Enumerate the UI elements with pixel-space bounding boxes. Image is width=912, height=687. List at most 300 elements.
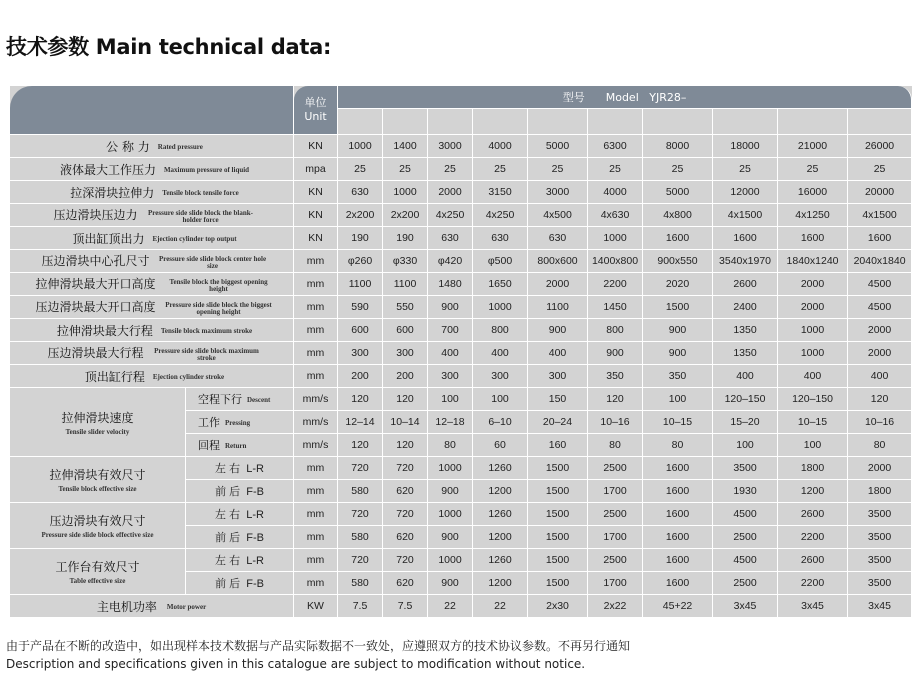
value-cell: 2500 — [713, 572, 778, 595]
value-cell: 620 — [383, 572, 428, 595]
value-cell: 1100 — [383, 273, 428, 296]
value-cell: 400 — [528, 342, 588, 365]
speed-sub-zh: 工作 — [198, 416, 220, 429]
value-cell: 4x250 — [428, 204, 473, 227]
value-cell: 900 — [588, 342, 643, 365]
value-cell: 800 — [473, 319, 528, 342]
model-number-cell — [778, 109, 848, 135]
motor-row — [10, 595, 912, 618]
value-cell: 80 — [643, 434, 713, 457]
value-cell: 22 — [428, 595, 473, 618]
value-cell: 1500 — [528, 480, 588, 503]
value-cell: 1000 — [428, 549, 473, 572]
value-cell: 4500 — [848, 273, 912, 296]
value-cell: 120 — [588, 388, 643, 411]
value-cell: 300 — [473, 365, 528, 388]
value-cell: 900 — [528, 319, 588, 342]
value-cell: 600 — [383, 319, 428, 342]
row-label-zh: 拉深滑块拉伸力 — [70, 185, 155, 200]
footer-notice-zh: 由于产品在不断的改造中，如出现样本技术数据与产品实际数据不一致处，应遵照双方的技术协议参数。不再另行通知 — [6, 639, 631, 653]
value-cell: 80 — [428, 434, 473, 457]
speed-sub-label — [186, 434, 294, 457]
value-cell: 100 — [713, 434, 778, 457]
value-cell: 630 — [428, 227, 473, 250]
value-cell: 1000 — [428, 457, 473, 480]
row-label-en: Motor power — [166, 603, 207, 612]
value-cell: 4500 — [713, 503, 778, 526]
value-cell: 300 — [338, 342, 383, 365]
spec-row — [10, 273, 912, 296]
row-label-en: Ejection cylinder stroke — [152, 373, 225, 382]
page-title: 技术参数 Main technical data: — [6, 35, 332, 59]
value-cell: 160 — [528, 434, 588, 457]
value-cell: 1930 — [713, 480, 778, 503]
unit-cell: mm — [294, 296, 338, 319]
value-cell: 1600 — [713, 227, 778, 250]
row-label-zh: 压边滑块压边力 — [53, 208, 138, 223]
value-cell: 4000 — [473, 135, 528, 158]
value-cell: 4x250 — [473, 204, 528, 227]
value-cell: 1700 — [588, 480, 643, 503]
row-label-en: Tensile block the biggest opening height — [169, 277, 268, 293]
unit-cell: mm — [294, 273, 338, 296]
row-label-en: Pressure side slide block maximum stroke — [154, 346, 259, 362]
value-cell: 630 — [473, 227, 528, 250]
value-cell: 2x30 — [528, 595, 588, 618]
value-cell: 2000 — [778, 296, 848, 319]
value-cell: 720 — [338, 549, 383, 572]
row-label-zh: 公 称 力 — [106, 139, 150, 154]
value-cell: 4500 — [713, 549, 778, 572]
row-label — [10, 204, 294, 227]
size-row — [10, 503, 912, 526]
speed-row — [10, 388, 912, 411]
value-cell: φ420 — [428, 250, 473, 273]
value-cell: 2500 — [588, 457, 643, 480]
unit-cell: mm — [294, 319, 338, 342]
row-label-en: Pressure side slide block the biggest opening height — [165, 300, 272, 316]
value-cell: 2200 — [588, 273, 643, 296]
speed-sub-label — [186, 411, 294, 434]
value-cell: 60 — [473, 434, 528, 457]
value-cell: 2000 — [428, 181, 473, 204]
model-number-cell — [383, 109, 428, 135]
value-cell: 7.5 — [383, 595, 428, 618]
model-number-cell — [713, 109, 778, 135]
value-cell: 45+22 — [643, 595, 713, 618]
row-label-en: Maximum pressure of liquid — [163, 166, 250, 175]
value-cell: φ260 — [338, 250, 383, 273]
value-cell: 720 — [383, 503, 428, 526]
unit-cell: mm — [294, 572, 338, 595]
value-cell: 200 — [338, 365, 383, 388]
row-label-zh: 主电机功率 — [96, 599, 157, 614]
value-cell: 1000 — [473, 296, 528, 319]
speed-group-label — [10, 388, 186, 457]
unit-cell: KN — [294, 135, 338, 158]
row-label — [10, 319, 294, 342]
value-cell: 1600 — [643, 457, 713, 480]
row-label — [10, 365, 294, 388]
row-label-zh: 顶出缸行程 — [84, 369, 145, 384]
value-cell: 400 — [778, 365, 848, 388]
spec-row — [10, 158, 912, 181]
value-cell: 3000 — [428, 135, 473, 158]
row-label — [10, 250, 294, 273]
value-cell: 2500 — [588, 549, 643, 572]
speed-sub-en: Descent — [247, 395, 271, 404]
unit-cell: mm — [294, 549, 338, 572]
value-cell: 120 — [383, 434, 428, 457]
value-cell: 1000 — [588, 227, 643, 250]
unit-cell: mm/s — [294, 434, 338, 457]
model-number-cell — [643, 109, 713, 135]
value-cell: 20000 — [848, 181, 912, 204]
value-cell: 600 — [338, 319, 383, 342]
value-cell: 6–10 — [473, 411, 528, 434]
unit-cell: KN — [294, 204, 338, 227]
unit-cell: mm — [294, 342, 338, 365]
value-cell: 1480 — [428, 273, 473, 296]
value-cell: 900 — [643, 342, 713, 365]
value-cell: 1500 — [528, 457, 588, 480]
value-cell: 300 — [383, 342, 428, 365]
value-cell: 2200 — [778, 572, 848, 595]
value-cell: 12000 — [713, 181, 778, 204]
speed-sub-zh: 回程 — [198, 439, 220, 452]
value-cell: 900 — [643, 319, 713, 342]
value-cell: 580 — [338, 572, 383, 595]
value-cell: 2000 — [528, 273, 588, 296]
value-cell: 80 — [848, 434, 912, 457]
value-cell: 720 — [383, 549, 428, 572]
size-sub-label: 前 后 F-B — [186, 526, 294, 549]
size-group-en: Pressure side slide block effective size — [41, 531, 154, 539]
value-cell: 25 — [383, 158, 428, 181]
size-group-zh: 工作台有效尺寸 — [55, 560, 140, 574]
value-cell: 4x800 — [643, 204, 713, 227]
size-sub-label: 前 后 F-B — [186, 480, 294, 503]
value-cell: 7.5 — [338, 595, 383, 618]
row-label — [10, 135, 294, 158]
value-cell: 1800 — [778, 457, 848, 480]
value-cell: 2040x1840 — [848, 250, 912, 273]
spec-row — [10, 135, 912, 158]
unit-cell: mm — [294, 503, 338, 526]
value-cell: 120 — [338, 434, 383, 457]
value-cell: 580 — [338, 480, 383, 503]
spec-row — [10, 365, 912, 388]
value-cell: φ330 — [383, 250, 428, 273]
value-cell: 4x1500 — [848, 204, 912, 227]
value-cell: 3500 — [848, 549, 912, 572]
spec-row — [10, 342, 912, 365]
value-cell: 5000 — [643, 181, 713, 204]
value-cell: 1600 — [643, 227, 713, 250]
value-cell: 720 — [338, 457, 383, 480]
value-cell: 350 — [643, 365, 713, 388]
value-cell: 25 — [778, 158, 848, 181]
value-cell: 120–150 — [713, 388, 778, 411]
value-cell: 720 — [338, 503, 383, 526]
value-cell: 26000 — [848, 135, 912, 158]
row-label-en: Tensile block tensile force — [162, 189, 239, 198]
value-cell: 10–15 — [643, 411, 713, 434]
value-cell: 4500 — [848, 296, 912, 319]
value-cell: 25 — [338, 158, 383, 181]
value-cell: 3x45 — [848, 595, 912, 618]
row-label — [10, 158, 294, 181]
value-cell: 2x200 — [383, 204, 428, 227]
value-cell: 12–18 — [428, 411, 473, 434]
row-label-en: Pressure side slide block center hole size — [158, 254, 267, 270]
model-header-label: 型号 Model YJR28– — [562, 91, 687, 104]
value-cell: 4000 — [588, 181, 643, 204]
value-cell: 350 — [588, 365, 643, 388]
value-cell: 18000 — [713, 135, 778, 158]
value-cell: 4x1500 — [713, 204, 778, 227]
spec-row — [10, 181, 912, 204]
value-cell: 1000 — [338, 135, 383, 158]
value-cell: 400 — [473, 342, 528, 365]
value-cell: 300 — [428, 365, 473, 388]
row-label-zh: 顶出缸顶出力 — [72, 231, 145, 246]
value-cell: 1600 — [848, 227, 912, 250]
row-label — [10, 227, 294, 250]
speed-sub-label — [186, 388, 294, 411]
spec-row — [10, 250, 912, 273]
value-cell: 2000 — [848, 342, 912, 365]
spec-row — [10, 227, 912, 250]
unit-header-zh: 单位 — [304, 96, 327, 109]
model-number-cell — [428, 109, 473, 135]
unit-cell: mm — [294, 526, 338, 549]
value-cell: 100 — [643, 388, 713, 411]
value-cell: 6300 — [588, 135, 643, 158]
size-sub-label: 左 右 L-R — [186, 457, 294, 480]
value-cell: 3500 — [848, 503, 912, 526]
value-cell: 1700 — [588, 526, 643, 549]
value-cell: 1000 — [428, 503, 473, 526]
value-cell: 1600 — [643, 526, 713, 549]
value-cell: 1700 — [588, 572, 643, 595]
value-cell: 2000 — [848, 457, 912, 480]
value-cell: 80 — [588, 434, 643, 457]
value-cell: 1500 — [528, 526, 588, 549]
row-label-zh: 拉伸滑块最大行程 — [56, 323, 153, 338]
speed-sub-zh: 空程下行 — [198, 393, 242, 406]
unit-cell: mpa — [294, 158, 338, 181]
value-cell: 900 — [428, 296, 473, 319]
value-cell: 3x45 — [713, 595, 778, 618]
value-cell: 3500 — [848, 572, 912, 595]
value-cell: 400 — [713, 365, 778, 388]
value-cell: 1350 — [713, 319, 778, 342]
value-cell: 1260 — [473, 549, 528, 572]
value-cell: 550 — [383, 296, 428, 319]
value-cell: 120 — [338, 388, 383, 411]
value-cell: 3500 — [848, 526, 912, 549]
row-label-zh: 拉伸滑块最大开口高度 — [35, 277, 156, 292]
row-label-zh: 液体最大工作压力 — [59, 162, 156, 177]
value-cell: 190 — [383, 227, 428, 250]
value-cell: 15–20 — [713, 411, 778, 434]
value-cell: 1500 — [528, 549, 588, 572]
value-cell: 400 — [848, 365, 912, 388]
value-cell: 12–14 — [338, 411, 383, 434]
value-cell: 590 — [338, 296, 383, 319]
value-cell: 620 — [383, 480, 428, 503]
value-cell: 1500 — [528, 503, 588, 526]
value-cell: 150 — [528, 388, 588, 411]
speed-group-zh: 拉伸滑块速度 — [61, 410, 134, 425]
value-cell: 1500 — [643, 296, 713, 319]
value-cell: 100 — [473, 388, 528, 411]
value-cell: 4x1250 — [778, 204, 848, 227]
unit-cell: mm — [294, 457, 338, 480]
value-cell: 800 — [588, 319, 643, 342]
value-cell: 25 — [473, 158, 528, 181]
value-cell: 5000 — [528, 135, 588, 158]
row-label — [10, 595, 294, 618]
value-cell: 1600 — [778, 227, 848, 250]
value-cell: 900 — [428, 480, 473, 503]
value-cell: 10–15 — [778, 411, 848, 434]
value-cell: 3000 — [528, 181, 588, 204]
value-cell: 800x600 — [528, 250, 588, 273]
unit-cell: KN — [294, 227, 338, 250]
value-cell: 1100 — [528, 296, 588, 319]
value-cell: 120 — [848, 388, 912, 411]
value-cell: 1500 — [528, 572, 588, 595]
value-cell: 1350 — [713, 342, 778, 365]
row-label-en: Pressure side slide block the blank-holder force — [148, 208, 253, 224]
value-cell: 3x45 — [778, 595, 848, 618]
size-group-zh: 拉伸滑块有效尺寸 — [49, 468, 146, 482]
value-cell: 2020 — [643, 273, 713, 296]
footer-notice — [6, 637, 630, 673]
size-group-label — [10, 549, 186, 595]
unit-header-en: Unit — [304, 110, 327, 123]
model-number-cell — [473, 109, 528, 135]
model-number-cell — [848, 109, 912, 135]
value-cell: 900x550 — [643, 250, 713, 273]
value-cell: 2600 — [778, 503, 848, 526]
value-cell: 2600 — [713, 273, 778, 296]
size-sub-label: 前 后 F-B — [186, 572, 294, 595]
size-group-zh: 压边滑块有效尺寸 — [49, 514, 146, 528]
value-cell: 25 — [643, 158, 713, 181]
value-cell: 120–150 — [778, 388, 848, 411]
value-cell: 10–16 — [848, 411, 912, 434]
value-cell: 2400 — [713, 296, 778, 319]
value-cell: 2500 — [588, 503, 643, 526]
value-cell: 16000 — [778, 181, 848, 204]
unit-cell: mm — [294, 365, 338, 388]
unit-cell: mm — [294, 480, 338, 503]
value-cell: 1000 — [778, 319, 848, 342]
value-cell: 3540x1970 — [713, 250, 778, 273]
value-cell: 1600 — [643, 572, 713, 595]
value-cell: 1650 — [473, 273, 528, 296]
value-cell: 2500 — [713, 526, 778, 549]
size-row — [10, 549, 912, 572]
size-group-en: Table effective size — [69, 577, 126, 585]
value-cell: 10–14 — [383, 411, 428, 434]
spec-table — [10, 86, 912, 618]
model-number-cell — [338, 109, 383, 135]
header-corner — [10, 86, 294, 135]
value-cell: 1600 — [643, 503, 713, 526]
unit-cell: mm/s — [294, 411, 338, 434]
unit-header — [294, 86, 338, 135]
row-label-en: Rated pressure — [157, 143, 203, 152]
value-cell: 100 — [778, 434, 848, 457]
value-cell: 630 — [338, 181, 383, 204]
model-header — [338, 86, 912, 109]
value-cell: 2600 — [778, 549, 848, 572]
unit-cell: KW — [294, 595, 338, 618]
value-cell: 1000 — [383, 181, 428, 204]
value-cell: 100 — [428, 388, 473, 411]
value-cell: 1260 — [473, 457, 528, 480]
value-cell: 22 — [473, 595, 528, 618]
value-cell: 2000 — [778, 273, 848, 296]
speed-sub-en: Pressing — [225, 418, 251, 427]
value-cell: 400 — [428, 342, 473, 365]
unit-cell: mm/s — [294, 388, 338, 411]
value-cell: 21000 — [778, 135, 848, 158]
value-cell: 1200 — [778, 480, 848, 503]
value-cell: 25 — [848, 158, 912, 181]
value-cell: 1000 — [778, 342, 848, 365]
speed-group-en: Tensile slider velocity — [65, 427, 130, 436]
value-cell: 2000 — [848, 319, 912, 342]
row-label-en: Tensile block maximum stroke — [160, 327, 253, 336]
size-sub-label: 左 右 L-R — [186, 503, 294, 526]
row-label — [10, 273, 294, 296]
value-cell: 1100 — [338, 273, 383, 296]
value-cell: 300 — [528, 365, 588, 388]
spec-row — [10, 296, 912, 319]
value-cell: 2x22 — [588, 595, 643, 618]
spec-row — [10, 319, 912, 342]
value-cell: 8000 — [643, 135, 713, 158]
value-cell: 190 — [338, 227, 383, 250]
spec-table-container — [10, 86, 906, 626]
spec-row — [10, 204, 912, 227]
value-cell: 25 — [713, 158, 778, 181]
model-number-cell — [528, 109, 588, 135]
value-cell: 25 — [588, 158, 643, 181]
footer-notice-en: Description and specifications given in this catalogue are subject to modification without notice. — [6, 657, 586, 671]
value-cell: φ500 — [473, 250, 528, 273]
value-cell: 1260 — [473, 503, 528, 526]
row-label-zh: 压边滑块中心孔尺寸 — [41, 254, 150, 269]
row-label-zh: 压边滑块最大开口高度 — [35, 300, 156, 315]
row-label — [10, 181, 294, 204]
value-cell: 1400 — [383, 135, 428, 158]
row-label-en: Ejection cylinder top output — [152, 235, 237, 244]
value-cell: 10–16 — [588, 411, 643, 434]
value-cell: 1200 — [473, 480, 528, 503]
speed-sub-en: Return — [225, 441, 247, 450]
row-label — [10, 342, 294, 365]
value-cell: 2200 — [778, 526, 848, 549]
unit-cell: KN — [294, 181, 338, 204]
header-row — [10, 86, 912, 109]
value-cell: 200 — [383, 365, 428, 388]
